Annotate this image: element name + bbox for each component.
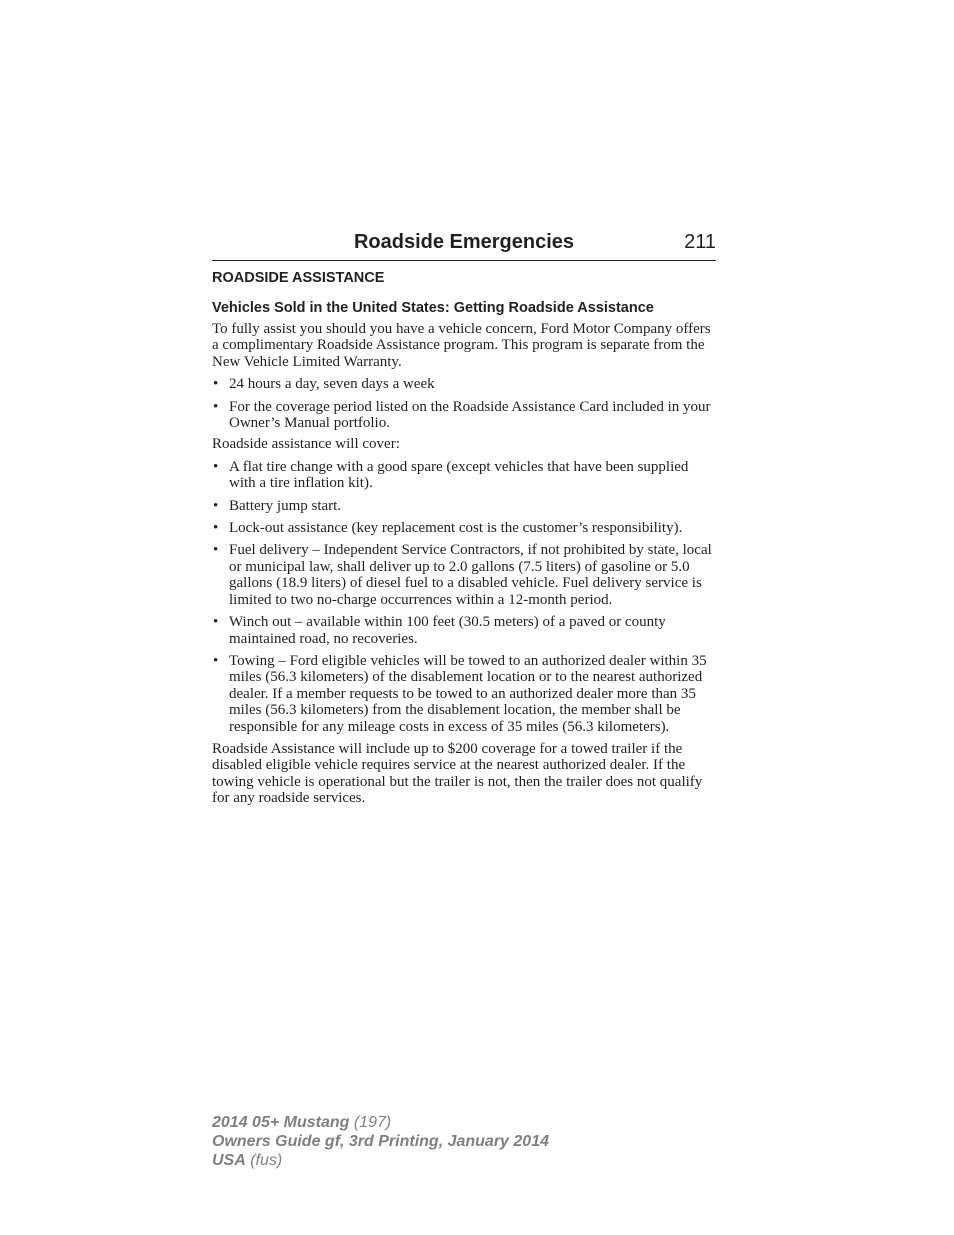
footer-guide: Owners Guide gf, 3rd Printing, January 2014 bbox=[212, 1133, 549, 1150]
list-item-text: Lock-out assistance (key replacement cost is the customer’s responsibility). bbox=[229, 520, 683, 537]
bullet-icon: • bbox=[213, 398, 219, 415]
coverage-intro: Roadside assistance will cover: bbox=[212, 436, 400, 453]
footer-line-vehicle bbox=[212, 1113, 549, 1132]
list-item bbox=[212, 520, 716, 536]
bullet-icon: • bbox=[213, 376, 219, 393]
footer-market: USA bbox=[212, 1152, 246, 1169]
list-item bbox=[212, 399, 716, 432]
list-item-text: 24 hours a day, seven days a week bbox=[229, 376, 435, 393]
list-item-text: Winch out – available within 100 feet (30.5 meters) of a paved or county maintained road, no recoveries. bbox=[229, 614, 666, 647]
bullet-icon: • bbox=[213, 497, 219, 514]
chapter-title: Roadside Emergencies bbox=[353, 231, 575, 253]
list-item-text: Fuel delivery – Independent Service Contractors, if not prohibited by state, local or municipal law, shall deliver up to 2.0 gallons (7.5 liters) of gasoline or 5.0 gallons (18.9 liters) of diesel fuel to a disabled vehicle. Fuel delivery service is limited to two no-charge occurrences within a 12-month period. bbox=[229, 542, 712, 608]
manual-page bbox=[212, 228, 716, 807]
subsection-title: Vehicles Sold in the United States: Getting Roadside Assistance bbox=[212, 300, 654, 316]
list-item bbox=[212, 542, 716, 608]
list-item bbox=[212, 653, 716, 735]
bullet-icon: • bbox=[213, 458, 219, 475]
page-header bbox=[212, 228, 716, 261]
list-item-text: For the coverage period listed on the Roadside Assistance Card included in your Owner’s Manual portfolio. bbox=[229, 398, 711, 432]
list-item bbox=[212, 459, 716, 492]
list-item bbox=[212, 614, 716, 647]
list-item-text: Battery jump start. bbox=[229, 497, 342, 514]
bullet-icon: • bbox=[213, 542, 219, 559]
trailer-paragraph: Roadside Assistance will include up to $200 coverage for a towed trailer if the disabled eligible vehicle requires service at the nearest authorized dealer. If the towing vehicle is operational but the trailer is not, then the trailer does not qualify for any roadside services. bbox=[212, 740, 703, 807]
bullet-icon: • bbox=[213, 614, 219, 631]
coverage-list bbox=[212, 459, 716, 735]
footer-line-guide bbox=[212, 1132, 549, 1151]
list-item-text: A flat tire change with a good spare (except vehicles that have been supplied with a tire inflation kit). bbox=[229, 458, 689, 492]
availability-list bbox=[212, 376, 716, 431]
list-item bbox=[212, 498, 716, 514]
footer-model: 2014 05+ Mustang bbox=[212, 1114, 350, 1131]
list-item bbox=[212, 376, 716, 392]
page-number: 211 bbox=[684, 231, 716, 253]
list-item-text: Towing – Ford eligible vehicles will be towed to an authorized dealer within 35 miles (56.3 kilometers) of the disablement location or to the nearest authorized dealer. If a member requests to be towed to an authorized dealer more than 35 miles (56.3 kilometers) from the disablement location, the member shall be responsible for any mileage costs in excess of 35 miles (56.3 kilometers). bbox=[229, 652, 707, 735]
intro-paragraph: To fully assist you should you have a vehicle concern, Ford Motor Company offers a complimentary Roadside Assistance program. This program is separate from the New Vehicle Limited Warranty. bbox=[212, 321, 711, 370]
footer-line-market bbox=[212, 1151, 549, 1170]
section-title: ROADSIDE ASSISTANCE bbox=[212, 270, 385, 286]
footer-model-code: (197) bbox=[349, 1114, 392, 1131]
bullet-icon: • bbox=[213, 652, 219, 669]
footer-market-code: (fus) bbox=[245, 1152, 283, 1169]
bullet-icon: • bbox=[213, 520, 219, 537]
page-footer bbox=[212, 1113, 549, 1170]
